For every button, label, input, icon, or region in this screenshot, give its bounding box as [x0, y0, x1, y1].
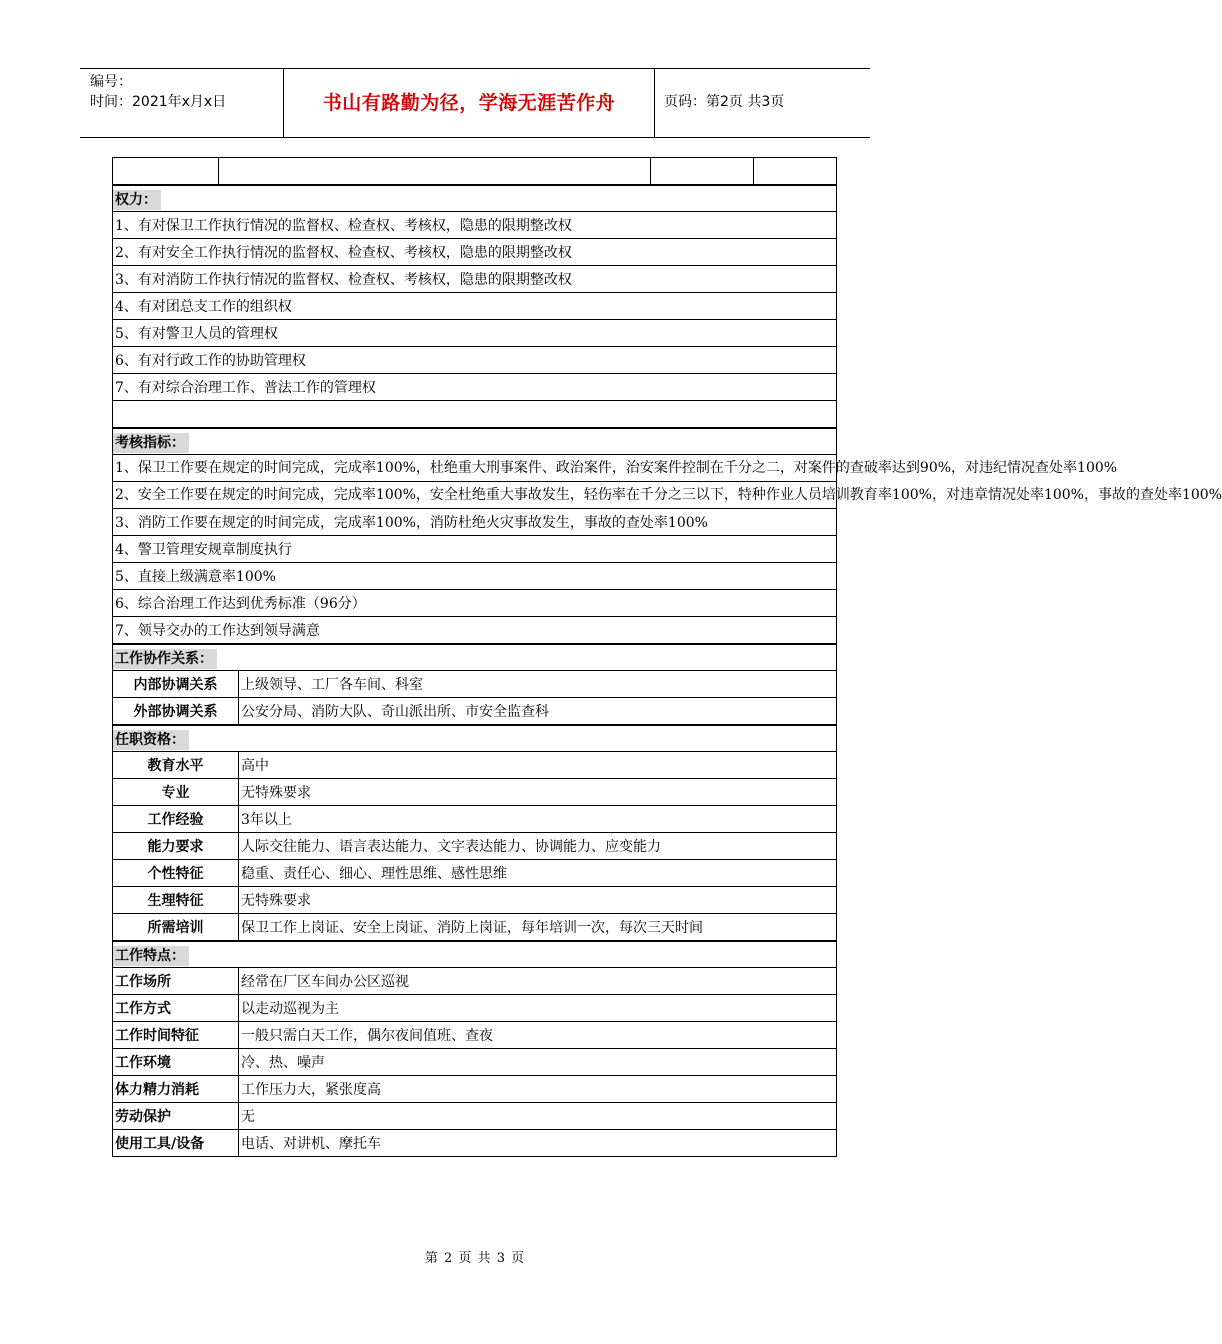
page-header — [80, 68, 870, 138]
list-item: 3、消防工作要在规定的时间完成，完成率100%，消防杜绝火灾事故发生，事故的查处率100% — [113, 509, 837, 536]
row-value: 稳重、责任心、细心、理性思维、感性思维 — [239, 860, 837, 887]
row-label: 内部协调关系 — [113, 671, 239, 698]
row-label: 工作环境 — [113, 1049, 239, 1076]
list-item: 2、安全工作要在规定的时间完成，完成率100%，安全杜绝重大事故发生，轻伤率在千分之三以下，特种作业人员培训教育率100%，对违章情况处率100%，事故的查处率100% — [113, 482, 837, 509]
row-label: 劳动保护 — [113, 1103, 239, 1130]
document-time-label: 时间：2021年x月x日 — [90, 94, 227, 110]
list-item: 6、有对行政工作的协助管理权 — [113, 347, 837, 374]
header-page-info: 页码：第2页 共3页 — [664, 94, 785, 110]
section-kpi — [113, 428, 837, 455]
row-value: 一般只需白天工作，偶尔夜间值班、查夜 — [239, 1022, 837, 1049]
row-value: 保卫工作上岗证、安全上岗证、消防上岗证，每年培训一次，每次三天时间 — [239, 914, 837, 941]
list-item: 5、有对警卫人员的管理权 — [113, 320, 837, 347]
table-top-row — [113, 158, 837, 185]
row-label: 所需培训 — [113, 914, 239, 941]
row-value: 公安分局、消防大队、奇山派出所、市安全监查科 — [239, 698, 837, 725]
list-item: 4、警卫管理安规章制度执行 — [113, 536, 837, 563]
list-item: 6、综合治理工作达到优秀标准（96分） — [113, 590, 837, 617]
document-code-label: 编号： — [90, 74, 132, 90]
row-label: 工作场所 — [113, 968, 239, 995]
row-label: 工作经验 — [113, 806, 239, 833]
row-value: 工作压力大，紧张度高 — [239, 1076, 837, 1103]
row-label: 工作方式 — [113, 995, 239, 1022]
header-motto: 书山有路勤为径，学海无涯苦作舟 — [322, 92, 616, 114]
empty-cell — [113, 158, 219, 185]
list-item: 2、有对安全工作执行情况的监督权、检查权、考核权，隐患的限期整改权 — [113, 239, 837, 266]
row-label: 教育水平 — [113, 752, 239, 779]
row-value: 人际交往能力、语言表达能力、文字表达能力、协调能力、应变能力 — [239, 833, 837, 860]
row-value: 电话、对讲机、摩托车 — [239, 1130, 837, 1157]
row-label: 能力要求 — [113, 833, 239, 860]
row-value: 上级领导、工厂各车间、科室 — [239, 671, 837, 698]
row-label: 外部协调关系 — [113, 698, 239, 725]
row-value: 冷、热、噪声 — [239, 1049, 837, 1076]
list-item: 1、有对保卫工作执行情况的监督权、检查权、考核权，隐患的限期整改权 — [113, 212, 837, 239]
section-title: 考核指标： — [113, 433, 189, 453]
empty-cell — [219, 158, 651, 185]
row-value: 无 — [239, 1103, 837, 1130]
page-footer: 第 2 页 共 3 页 — [424, 1251, 526, 1266]
row-label: 体力精力消耗 — [113, 1076, 239, 1103]
row-label: 专业 — [113, 779, 239, 806]
row-label: 使用工具/设备 — [113, 1130, 239, 1157]
section-title: 任职资格： — [113, 730, 189, 750]
list-item: 1、保卫工作要在规定的时间完成，完成率100%，杜绝重大刑事案件、政治案件，治安案件控制在千分之二，对案件的查破率达到90%，对违纪情况查处率100% — [113, 455, 837, 482]
row-value: 经常在厂区车间办公区巡视 — [239, 968, 837, 995]
section-title: 工作协作关系： — [113, 649, 217, 669]
row-value: 高中 — [239, 752, 837, 779]
row-value: 以走动巡视为主 — [239, 995, 837, 1022]
row-label: 工作时间特征 — [113, 1022, 239, 1049]
row-value: 3年以上 — [239, 806, 837, 833]
section-qualifications — [113, 725, 837, 752]
section-title: 权力： — [113, 190, 161, 210]
section-title: 工作特点： — [113, 946, 189, 966]
list-item: 3、有对消防工作执行情况的监督权、检查权、考核权，隐患的限期整改权 — [113, 266, 837, 293]
row-label: 生理特征 — [113, 887, 239, 914]
list-item: 4、有对团总支工作的组织权 — [113, 293, 837, 320]
row-value: 无特殊要求 — [239, 887, 837, 914]
job-description-table — [112, 157, 1222, 1157]
header-divider — [654, 69, 655, 137]
section-relations — [113, 644, 837, 671]
list-item: 5、直接上级满意率100% — [113, 563, 837, 590]
section-work-features — [113, 941, 837, 968]
list-item: 7、有对综合治理工作、普法工作的管理权 — [113, 374, 837, 401]
empty-cell — [754, 158, 837, 185]
empty-row — [113, 401, 837, 428]
list-item: 7、领导交办的工作达到领导满意 — [113, 617, 837, 644]
row-value: 无特殊要求 — [239, 779, 837, 806]
row-label: 个性特征 — [113, 860, 239, 887]
empty-cell — [651, 158, 754, 185]
section-authority — [113, 185, 837, 212]
